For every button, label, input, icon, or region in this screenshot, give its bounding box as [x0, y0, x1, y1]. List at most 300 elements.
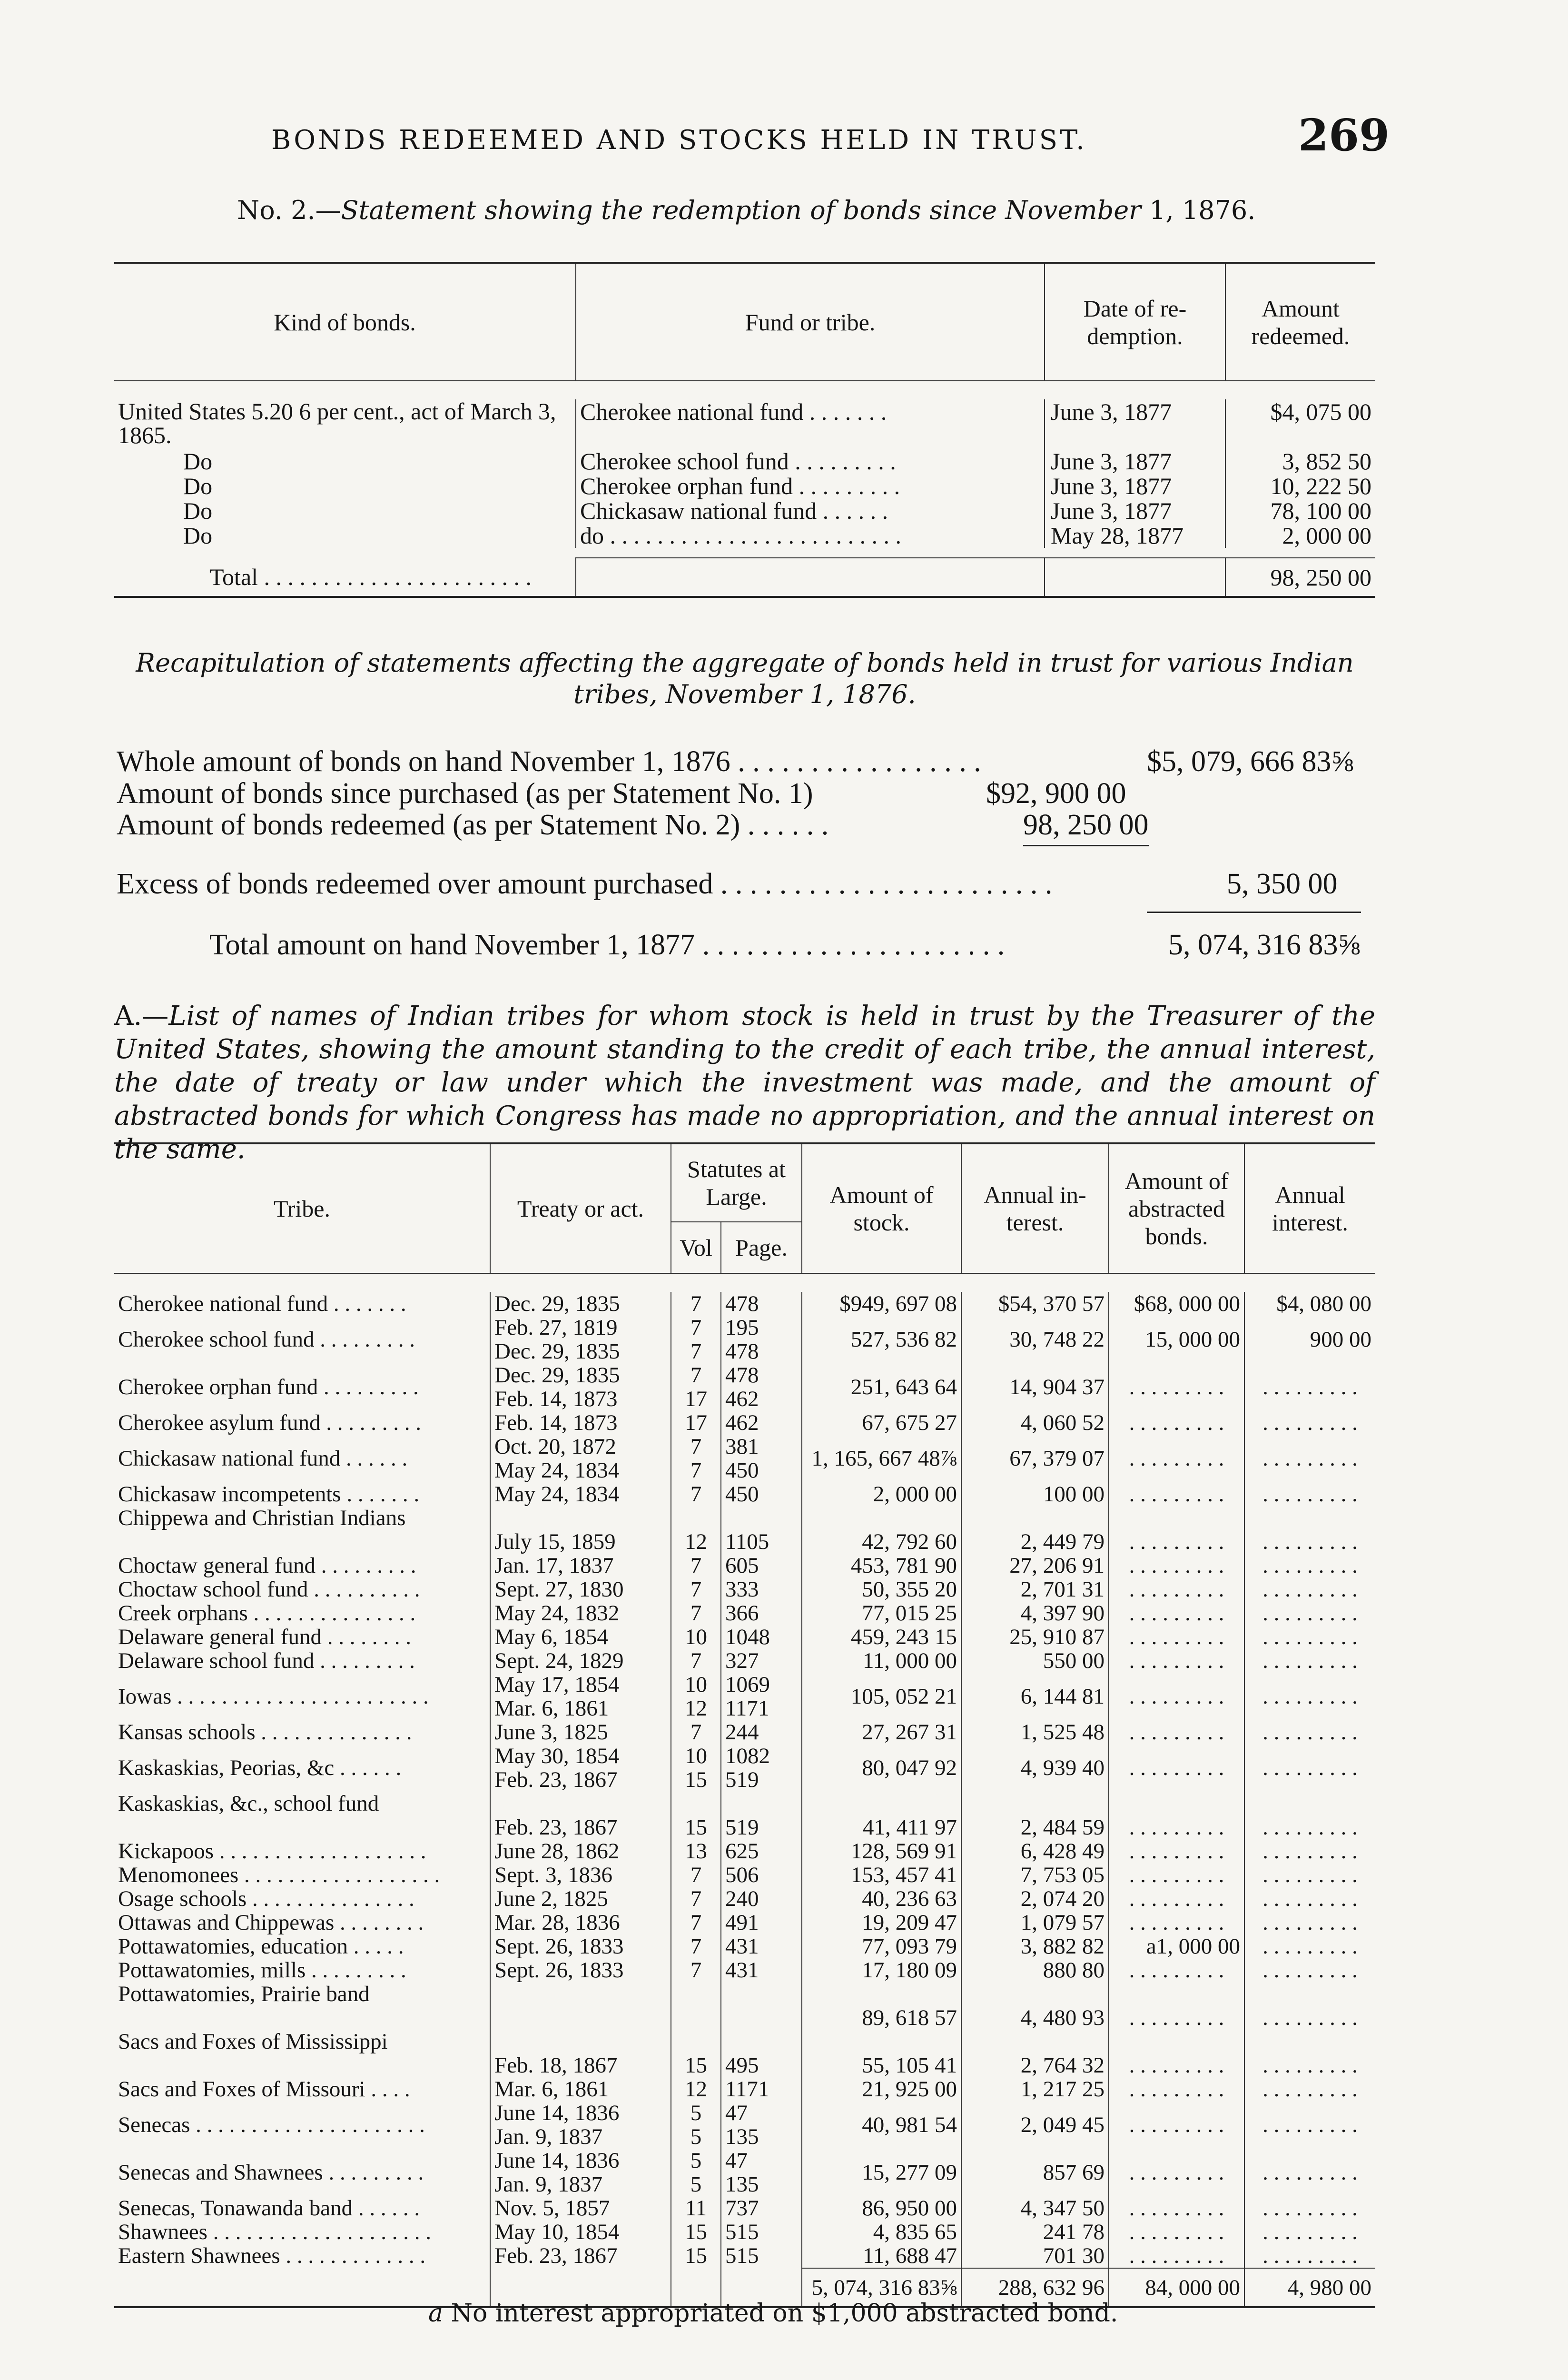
tribe-row [114, 1792, 1375, 1839]
page-line: 135 [725, 2124, 759, 2149]
tribe-stock: 67, 675 27 [802, 1411, 961, 1435]
tribe-page [721, 1911, 802, 1934]
tribe-abs-interest: . . . . . . . . . [1244, 1482, 1375, 1506]
total-stock: 5, 074, 316 83⅝ [802, 2268, 961, 2307]
statement2-kind: Do [183, 448, 213, 475]
tribe-abs-interest: . . . . . . . . . [1244, 1982, 1375, 2030]
treaty-line: Sept. 26, 1833 [494, 1934, 624, 1959]
page-line: 515 [725, 2243, 759, 2268]
dot-leader: . . . . . . . . . . . . . . . . . . . . . [190, 2112, 425, 2137]
page-number: 269 [1298, 109, 1390, 161]
statement2-body [114, 399, 1375, 548]
tribe-row [114, 2030, 1375, 2077]
statement2-kind: Do [183, 473, 213, 499]
tribe-abs-interest: . . . . . . . . . [1244, 1863, 1375, 1887]
tribe-treaty [490, 1887, 671, 1911]
tribe-page [721, 1363, 802, 1411]
tribe-row [114, 1292, 1375, 1316]
tribe-stock: 251, 643 64 [802, 1363, 961, 1411]
treaty-line: Oct. 20, 1872 [494, 1434, 616, 1459]
tribe-abs-interest: . . . . . . . . . [1244, 2077, 1375, 2101]
tribe-name: Delaware general fund . . . . . . . . [118, 1625, 411, 1649]
tribe-abstracted: . . . . . . . . . [1109, 1839, 1244, 1863]
treaty-line: May 30, 1854 [494, 1744, 620, 1768]
treaty-line: June 14, 1836 [494, 2148, 620, 2173]
col-statutes-at-large: Statutes at Large. [671, 1143, 802, 1222]
tribe-interest: 100 00 [961, 1482, 1109, 1506]
tribe-treaty [490, 1792, 671, 1839]
tribe-abs-interest: . . . . . . . . . [1244, 1435, 1375, 1482]
tribe-row [114, 1887, 1375, 1911]
page-line: 478 [725, 1291, 759, 1316]
tribe-treaty [490, 1958, 671, 1982]
statement2-fund: Cherokee orphan fund . . . . . . . . . [576, 474, 1045, 498]
tribe-abs-interest: 900 00 [1244, 1316, 1375, 1363]
tribe-treaty [490, 1839, 671, 1863]
statement2-amount: 2, 000 00 [1225, 523, 1375, 548]
tribe-interest: 2, 074 20 [961, 1887, 1109, 1911]
tribe-page [721, 1411, 802, 1435]
dot-leader: . . . . . . . . [321, 1625, 411, 1649]
page-line: 1069 [725, 1672, 770, 1697]
statement2-caption [237, 195, 1255, 225]
tribe-abstracted: . . . . . . . . . [1109, 2030, 1244, 2077]
tribe-name: Cherokee school fund . . . . . . . . . [118, 1327, 415, 1352]
dot-leader: . . . . . . . . . [793, 473, 900, 499]
page-line: 1105 [725, 1529, 769, 1554]
tribe-row [114, 1744, 1375, 1792]
tribe-treaty [490, 1316, 671, 1363]
tribe-stock: 89, 618 57 [802, 1982, 961, 2030]
tribe-treaty [490, 1554, 671, 1577]
tribe-abs-interest: . . . . . . . . . [1244, 2220, 1375, 2244]
tribe-row [114, 2149, 1375, 2196]
statement2-row [114, 449, 1375, 474]
dot-leader: . . . . . . . . . [316, 1553, 416, 1578]
tribe-interest: 7, 753 05 [961, 1863, 1109, 1887]
listA-caption-text: List of names of Indian tribes for whom stock is held in trust by the Treasurer of the United States, showing the amount standing to the credit of each tribe, the annual interest, the date of treaty or law under which the investment was made, and the amount of abstracted bonds for which Congress has made no appropriation, and the annual interest on the same. [114, 1001, 1375, 1165]
tribe-name: Sacs and Foxes of Mississippi [118, 2029, 388, 2054]
statement2-total-label: Total [209, 564, 258, 590]
dot-leader: . . . . . . . [803, 398, 887, 425]
tribe-page [721, 1958, 802, 1982]
tribe-abstracted: . . . . . . . . . [1109, 1411, 1244, 1435]
tribe-vol [671, 1482, 721, 1506]
tribe-stock: 77, 015 25 [802, 1601, 961, 1625]
tribe-page [721, 2244, 802, 2268]
tribe-stock: 15, 277 09 [802, 2149, 961, 2196]
tribe-vol [671, 1577, 721, 1601]
statement2-caption-prefix: No. 2.— [237, 195, 341, 225]
tribe-vol [671, 2077, 721, 2101]
dot-leader: . . . . . . . . . . [308, 1577, 420, 1602]
dot-leader: . . . . . . . . . [318, 1375, 419, 1399]
tribe-name: Chippewa and Christian Indians [118, 1506, 406, 1530]
tribe-name: Choctaw school fund . . . . . . . . . . [118, 1577, 420, 1602]
tribe-interest: 6, 428 49 [961, 1839, 1109, 1863]
tribe-abstracted: . . . . . . . . . [1109, 2077, 1244, 2101]
tribe-stock: 86, 950 00 [802, 2196, 961, 2220]
dot-leader: . . . . . . . . . . . . . . . . . . [238, 1863, 440, 1887]
tribe-name: Kansas schools . . . . . . . . . . . . . . [118, 1720, 412, 1745]
tribe-page [721, 2149, 802, 2196]
vol-line: 15 [685, 1815, 707, 1840]
treaty-line: Feb. 14, 1873 [494, 1410, 618, 1435]
tribe-page [721, 1577, 802, 1601]
tribe-row [114, 1316, 1375, 1363]
tribe-abs-interest: . . . . . . . . . [1244, 1839, 1375, 1863]
tribe-interest: 4, 347 50 [961, 2196, 1109, 2220]
page-line: 47 [725, 2101, 748, 2125]
dot-leader: . . . . . . . . . . . . . . . [247, 1886, 414, 1911]
tribe-treaty [490, 2244, 671, 2268]
dot-leader: . . . . . . . . . . . . . [280, 2243, 426, 2268]
vol-line: 15 [685, 2243, 707, 2268]
tribe-interest: 857 69 [961, 2149, 1109, 2196]
page-line: 519 [725, 1815, 759, 1840]
recap-line-3-label: Amount of bonds redeemed (as per Statement No. 2) [117, 809, 740, 841]
tribe-abs-interest: . . . . . . . . . [1244, 2101, 1375, 2149]
tribe-vol [671, 1863, 721, 1887]
vol-line: 7 [690, 1458, 702, 1483]
tribe-row [114, 1649, 1375, 1673]
vol-line: 7 [690, 1291, 702, 1316]
tribe-name: Shawnees . . . . . . . . . . . . . . . . . . . . [118, 2220, 431, 2244]
vol-line: 7 [690, 1315, 702, 1340]
tribe-interest: 1, 217 25 [961, 2077, 1109, 2101]
page-line: 195 [725, 1315, 759, 1340]
tribe-abstracted: . . . . . . . . . [1109, 1601, 1244, 1625]
statement2-amount: $4, 075 00 [1225, 399, 1375, 449]
recap-line-5-value: 5, 074, 316 83⅝ [1168, 929, 1360, 961]
page-line: 431 [725, 1934, 759, 1959]
vol-line: 12 [685, 1529, 707, 1554]
tribe-page [721, 1625, 802, 1649]
tribe-abstracted: a1, 000 00 [1109, 1934, 1244, 1958]
tribe-name: Kaskaskias, Peorias, &c . . . . . . [118, 1755, 402, 1780]
tribe-abstracted: . . . . . . . . . [1109, 1506, 1244, 1554]
page-line: 1171 [725, 1696, 769, 1721]
treaty-line: Sept. 3, 1836 [494, 1863, 613, 1887]
listA-caption [114, 1000, 1375, 1166]
treaty-line: May 6, 1854 [494, 1625, 608, 1649]
tribe-interest: 6, 144 81 [961, 1673, 1109, 1720]
tribe-vol [671, 1625, 721, 1649]
tribe-vol [671, 1649, 721, 1673]
dot-leader: . . . . . . . . . [323, 2160, 424, 2185]
tribe-stock: 153, 457 41 [802, 1863, 961, 1887]
vol-line: 10 [685, 1625, 707, 1649]
dot-leader: . . . . . . . . . . . . . . [255, 1720, 412, 1745]
tribe-name: Ottawas and Chippewas . . . . . . . . [118, 1910, 424, 1935]
tribe-abs-interest: . . . . . . . . . [1244, 2149, 1375, 2196]
tribe-page [721, 2220, 802, 2244]
tribe-stock: 2, 000 00 [802, 1482, 961, 1506]
vol-line: 7 [690, 1863, 702, 1887]
tribe-name: Cherokee national fund . . . . . . . [118, 1291, 406, 1316]
tribe-row [114, 1673, 1375, 1720]
statement2-amount: 3, 852 50 [1225, 449, 1375, 474]
vol-line: 5 [690, 2148, 702, 2173]
vol-line: 7 [690, 1601, 702, 1626]
vol-line: 17 [685, 1410, 707, 1435]
tribe-abstracted: . . . . . . . . . [1109, 1911, 1244, 1934]
tribe-abstracted: . . . . . . . . . [1109, 2196, 1244, 2220]
tribe-name: Chickasaw national fund . . . . . . [118, 1446, 408, 1471]
tribe-treaty [490, 1292, 671, 1316]
vol-line: 7 [690, 1958, 702, 1983]
vol-line: 15 [685, 1767, 707, 1792]
tribe-vol [671, 1911, 721, 1934]
tribe-vol [671, 2220, 721, 2244]
tribe-page [721, 1435, 802, 1482]
tribe-interest: 2, 484 59 [961, 1792, 1109, 1839]
treaty-line: Feb. 23, 1867 [494, 2243, 618, 2268]
vol-line: 7 [690, 1648, 702, 1673]
recap-line-5-label: Total amount on hand November 1, 1877 [209, 929, 695, 961]
tribe-interest: 2, 701 31 [961, 1577, 1109, 1601]
tribe-treaty [490, 1601, 671, 1625]
vol-line: 13 [685, 1839, 707, 1864]
tribe-interest: 27, 206 91 [961, 1554, 1109, 1577]
page-line: 381 [725, 1434, 759, 1459]
tribe-abs-interest: . . . . . . . . . [1244, 2030, 1375, 2077]
tribe-treaty [490, 1363, 671, 1411]
tribe-treaty [490, 1482, 671, 1506]
tribe-name: Senecas, Tonawanda band . . . . . . [118, 2196, 420, 2221]
tribe-vol [671, 1958, 721, 1982]
tribe-interest: 2, 449 79 [961, 1506, 1109, 1554]
treaty-line: May 17, 1854 [494, 1672, 620, 1697]
vol-line: 5 [690, 2172, 702, 2197]
recap-line-2-value: $92, 900 00 [986, 777, 1126, 810]
tribe-interest: 1, 079 57 [961, 1911, 1109, 1934]
tribe-abstracted: . . . . . . . . . [1109, 1482, 1244, 1506]
tribe-stock: 19, 209 47 [802, 1911, 961, 1934]
tribe-vol [671, 1934, 721, 1958]
page-line: 478 [725, 1339, 759, 1364]
vol-line: 5 [690, 2101, 702, 2125]
tribe-page [721, 2101, 802, 2149]
tribe-abstracted: . . . . . . . . . [1109, 1649, 1244, 1673]
tribe-stock: 17, 180 09 [802, 1958, 961, 1982]
tribe-name: Menomonees . . . . . . . . . . . . . . . . . . [118, 1863, 440, 1887]
vol-line: 15 [685, 2220, 707, 2244]
tribe-stock: 527, 536 82 [802, 1316, 961, 1363]
recap-line-3: Amount of bonds redeemed (as per Statement No. 2) . . . . . . [117, 809, 829, 841]
treaty-line: Mar. 6, 1861 [494, 1696, 609, 1721]
statement2-date: June 3, 1877 [1045, 449, 1225, 474]
tribe-stock: 42, 792 60 [802, 1506, 961, 1554]
dot-leader: . . . . . . . . . . . . . . . [247, 1601, 416, 1626]
tribe-page [721, 1506, 802, 1554]
vol-line: 7 [690, 1482, 702, 1507]
dot-leader: . . . . . . . . . [314, 1327, 415, 1352]
tribe-abs-interest: . . . . . . . . . [1244, 1792, 1375, 1839]
statement2-date: May 28, 1877 [1045, 523, 1225, 548]
total-interest: 288, 632 96 [961, 2268, 1109, 2307]
recap-line-2-label: Amount of bonds since purchased (as per Statement No. 1) [117, 777, 813, 810]
tribe-stock: 41, 411 97 [802, 1792, 961, 1839]
tribe-row [114, 1625, 1375, 1649]
page-line: 478 [725, 1363, 759, 1388]
tribe-interest: 25, 910 87 [961, 1625, 1109, 1649]
tribe-abstracted: . . . . . . . . . [1109, 2244, 1244, 2268]
page-line: 519 [725, 1767, 759, 1792]
statement2-row [114, 399, 1375, 449]
page-line: 1171 [725, 2077, 769, 2102]
tribe-abs-interest: . . . . . . . . . [1244, 1934, 1375, 1958]
tribe-abstracted: . . . . . . . . . [1109, 1887, 1244, 1911]
tribe-row [114, 2244, 1375, 2268]
vol-line: 7 [690, 1339, 702, 1364]
dot-leader: . . . . . . . [341, 1482, 420, 1507]
tribe-page [721, 1292, 802, 1316]
dot-leader: . . . . . . [353, 2196, 420, 2221]
dot-leader: . . . . . . . . . . . . . . . . . . . . . . . . . [604, 522, 901, 549]
vol-line: 7 [690, 1934, 702, 1959]
tribe-row [114, 1577, 1375, 1601]
treaty-line: Sept. 27, 1830 [494, 1577, 624, 1602]
tribe-abstracted: . . . . . . . . . [1109, 1958, 1244, 1982]
recap-sum-rule [1147, 912, 1361, 913]
tribe-treaty [490, 1934, 671, 1958]
tribe-abs-interest: . . . . . . . . . [1244, 1911, 1375, 1934]
page-line: 244 [725, 1720, 759, 1745]
dot-leader: . . . . . [347, 1934, 404, 1959]
running-title: BONDS REDEEMED AND STOCKS HELD IN TRUST. [271, 125, 1087, 156]
recap-line-4: Excess of bonds redeemed over amount purchased . . . . . . . . . . . . . . . . . . . . . . . [117, 868, 1053, 900]
vol-line: 10 [685, 1744, 707, 1768]
tribe-page [721, 1554, 802, 1577]
dot-leader: . . . . . . . . . [314, 1648, 415, 1673]
vol-line: 7 [690, 1910, 702, 1935]
col-kind-of-bonds: Kind of bonds. [114, 263, 576, 381]
treaty-line: Feb. 18, 1867 [494, 2053, 618, 2078]
tribe-abstracted: . . . . . . . . . [1109, 1673, 1244, 1720]
dot-leader: . . . . . . [340, 1446, 408, 1471]
tribe-name: Eastern Shawnees . . . . . . . . . . . . . [118, 2243, 426, 2268]
tribe-row [114, 1720, 1375, 1744]
statement2-row [114, 474, 1375, 498]
tribe-row [114, 1411, 1375, 1435]
tribe-vol [671, 2101, 721, 2149]
listA-header-row-1 [114, 1143, 1375, 1222]
tribe-name: Pottawatomies, Prairie band [118, 1982, 370, 2006]
tribe-vol [671, 2196, 721, 2220]
tribe-abs-interest: . . . . . . . . . [1244, 1625, 1375, 1649]
tribe-row [114, 1934, 1375, 1958]
tribe-row [114, 1863, 1375, 1887]
page-line: 737 [725, 2196, 759, 2221]
tribe-row [114, 1482, 1375, 1506]
treaty-line: Nov. 5, 1857 [494, 2196, 610, 2221]
col-date-of-redemption: Date of re-demption. [1045, 263, 1225, 381]
tribe-abstracted: . . . . . . . . . [1109, 1625, 1244, 1649]
treaty-line: Jan. 9, 1837 [494, 2124, 603, 2149]
tribe-treaty [490, 1982, 671, 2030]
tribe-page [721, 2196, 802, 2220]
listA-caption-prefix: A.— [114, 1001, 169, 1031]
tribe-interest: 4, 397 90 [961, 1601, 1109, 1625]
total-abstracted-interest: 4, 980 00 [1244, 2268, 1375, 2307]
tribe-abstracted: . . . . . . . . . [1109, 1982, 1244, 2030]
tribe-stock: 40, 981 54 [802, 2101, 961, 2149]
tribe-abs-interest: . . . . . . . . . [1244, 1649, 1375, 1673]
treaty-line: June 2, 1825 [494, 1886, 608, 1911]
listA-body [114, 1292, 1375, 2268]
tribe-abs-interest: . . . . . . . . . [1244, 2244, 1375, 2268]
tribe-stock: $949, 697 08 [802, 1292, 961, 1316]
tribe-stock: 1, 165, 667 48⅞ [802, 1435, 961, 1482]
tribe-abs-interest: . . . . . . . . . [1244, 1363, 1375, 1411]
statement2-amount: 78, 100 00 [1225, 498, 1375, 523]
treaty-line: May 24, 1834 [494, 1458, 620, 1483]
vol-line: 17 [685, 1387, 707, 1411]
tribe-vol [671, 1673, 721, 1720]
statement2-date: June 3, 1877 [1045, 474, 1225, 498]
statement2-fund: Cherokee school fund . . . . . . . . . [576, 449, 1045, 474]
tribe-abs-interest: . . . . . . . . . [1244, 1554, 1375, 1577]
tribe-interest: 4, 480 93 [961, 1982, 1109, 2030]
tribe-interest: 4, 060 52 [961, 1411, 1109, 1435]
tribe-row [114, 1601, 1375, 1625]
tribe-treaty [490, 1577, 671, 1601]
page-line: 366 [725, 1601, 759, 1626]
page-line: 462 [725, 1387, 759, 1411]
treaty-line: Dec. 29, 1835 [494, 1339, 620, 1364]
tribe-stock: 21, 925 00 [802, 2077, 961, 2101]
tribe-abs-interest: . . . . . . . . . [1244, 1887, 1375, 1911]
treaty-line: June 28, 1862 [494, 1839, 620, 1864]
col-fund-or-tribe: Fund or tribe. [576, 263, 1045, 381]
tribe-abs-interest: . . . . . . . . . [1244, 1673, 1375, 1720]
statement2-row [114, 523, 1375, 548]
tribe-name: Kickapoos . . . . . . . . . . . . . . . . . . . [118, 1839, 426, 1864]
page-line: 491 [725, 1910, 759, 1935]
recap-heading: Recapitulation of statements affecting the aggregate of bonds held in trust for various Indian tribes, November 1, 1876. [136, 648, 1354, 709]
tribe-treaty [490, 2030, 671, 2077]
page-line: 625 [725, 1839, 759, 1864]
tribe-abstracted: . . . . . . . . . [1109, 1554, 1244, 1577]
treaty-line: May 10, 1854 [494, 2220, 620, 2244]
statement2-table [114, 262, 1375, 598]
page-line: 431 [725, 1958, 759, 1983]
tribe-name: Senecas . . . . . . . . . . . . . . . . . . . . . [118, 2112, 425, 2137]
tribe-vol [671, 1887, 721, 1911]
tribe-vol [671, 1506, 721, 1554]
tribe-treaty [490, 1649, 671, 1673]
tribe-row [114, 1911, 1375, 1934]
tribe-abstracted: . . . . . . . . . [1109, 2220, 1244, 2244]
tribe-name: Sacs and Foxes of Missouri . . . . [118, 2077, 410, 2102]
treaty-line: June 14, 1836 [494, 2101, 620, 2125]
tribe-page [721, 1744, 802, 1792]
tribe-vol [671, 1720, 721, 1744]
tribe-stock: 50, 355 20 [802, 1577, 961, 1601]
tribe-abstracted: . . . . . . . . . [1109, 1863, 1244, 1887]
tribe-abstracted: . . . . . . . . . [1109, 1577, 1244, 1601]
tribe-treaty [490, 1506, 671, 1554]
treaty-line: Dec. 29, 1835 [494, 1291, 620, 1316]
tribe-name: Cherokee orphan fund . . . . . . . . . [118, 1375, 419, 1399]
vol-line: 5 [690, 2124, 702, 2149]
tribe-row [114, 2220, 1375, 2244]
vol-line: 15 [685, 2053, 707, 2078]
tribe-stock: 128, 569 91 [802, 1839, 961, 1863]
listA-table [114, 1142, 1375, 2308]
dot-leader: . . . . . . . . . . . . . . . . . . . . . . . [171, 1684, 429, 1709]
